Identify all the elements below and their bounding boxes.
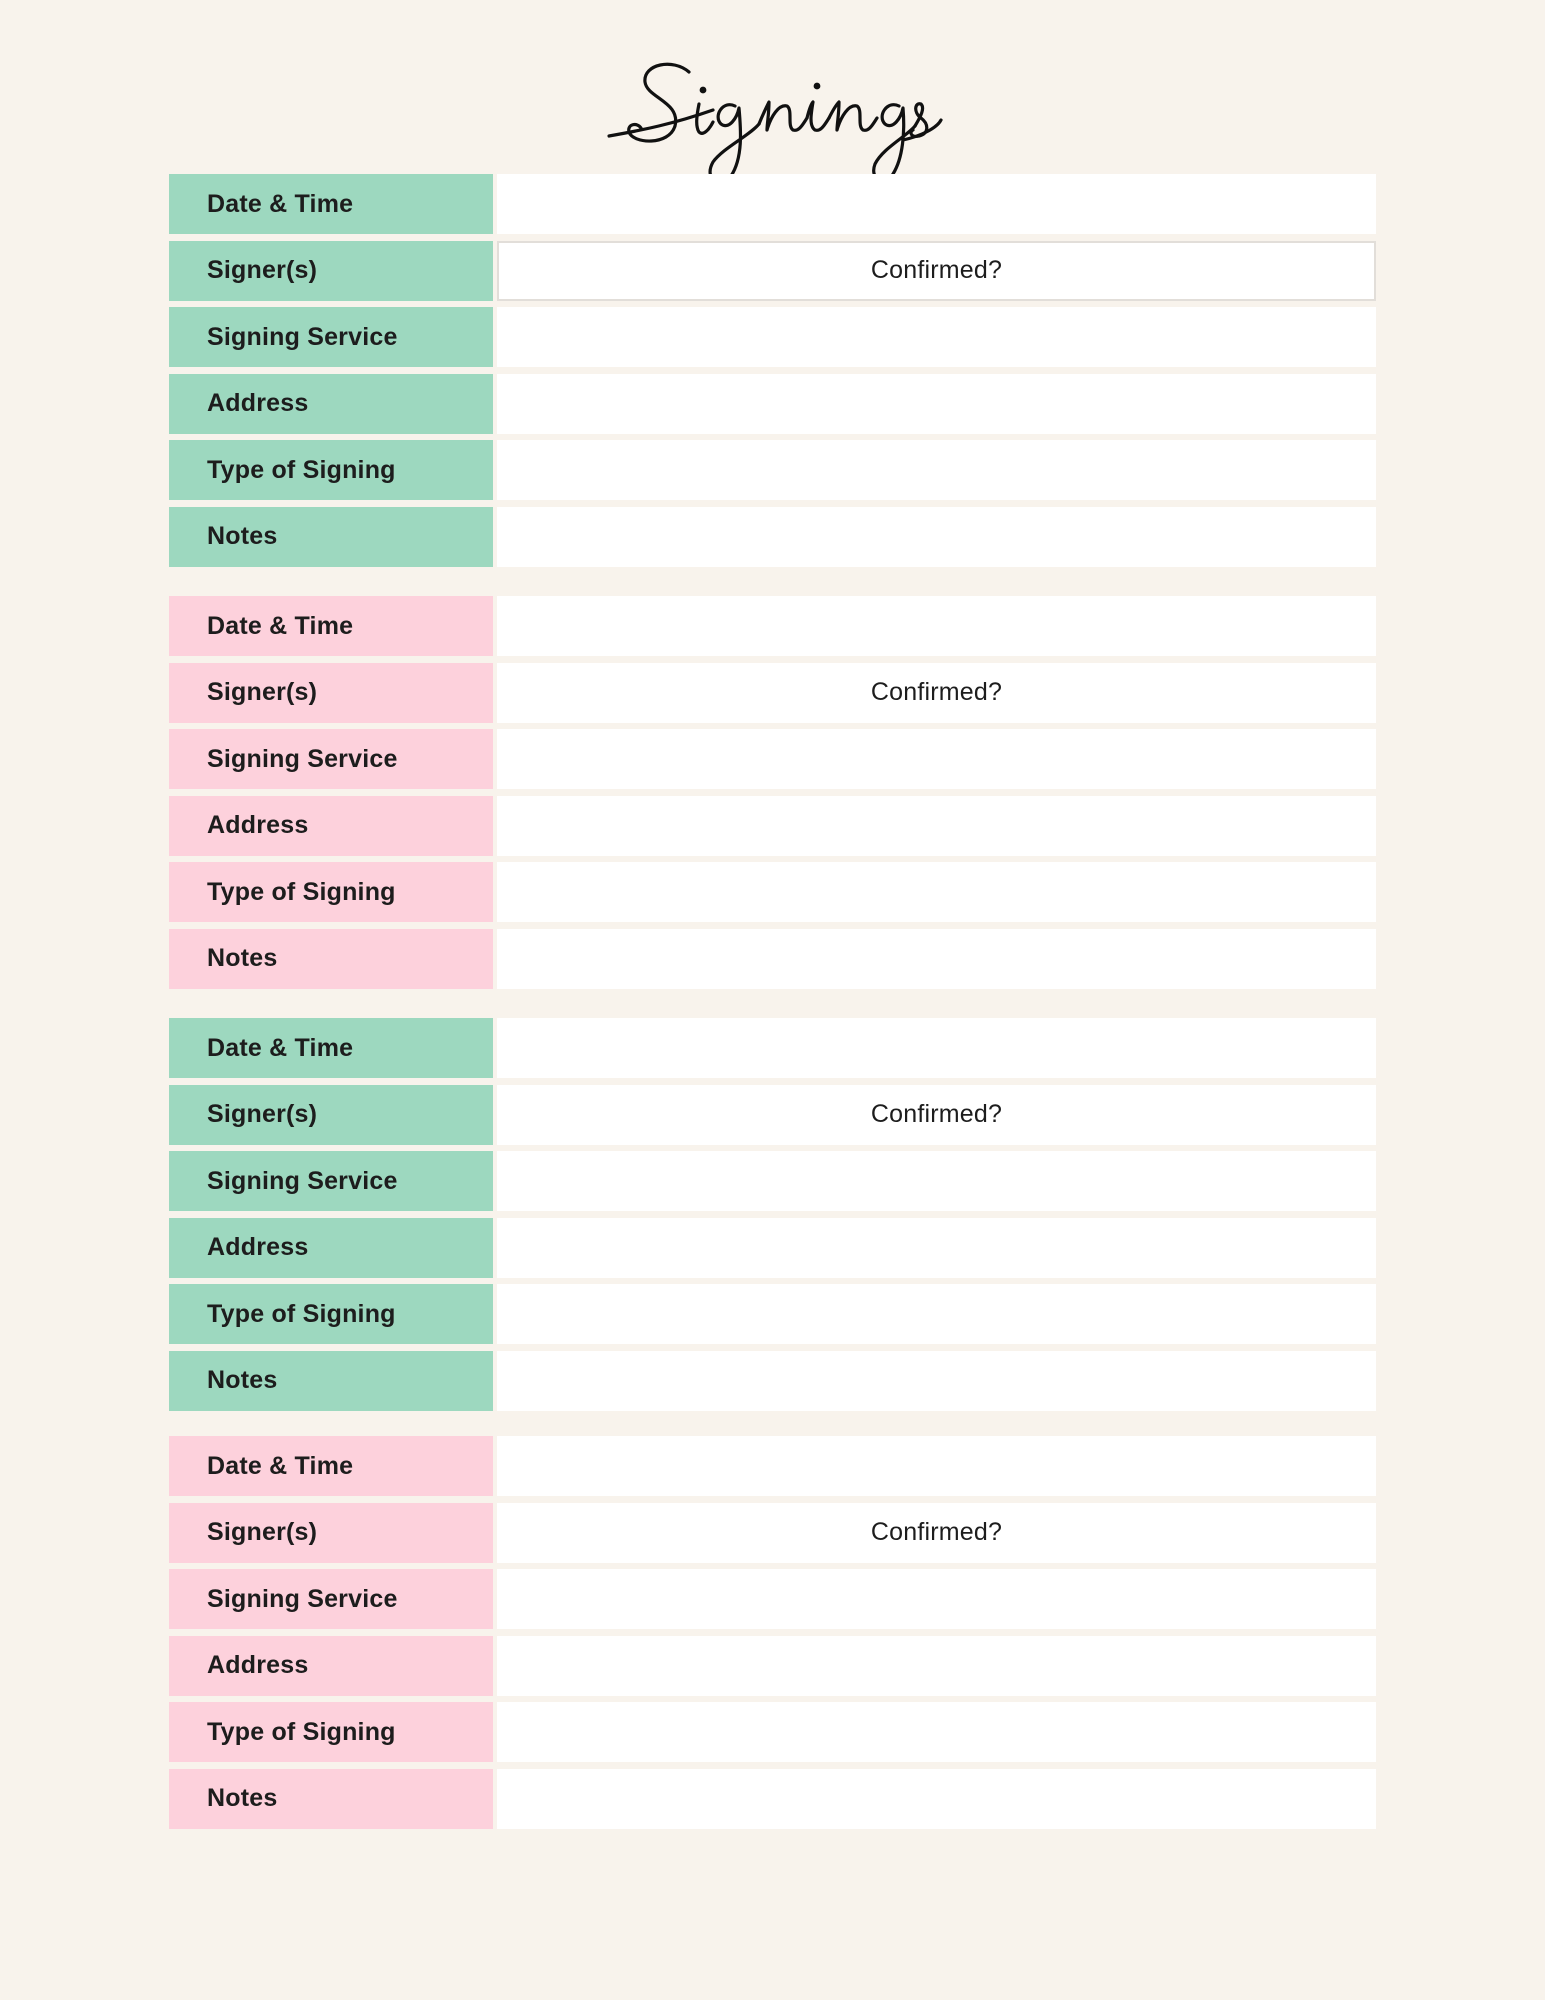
date-time-field[interactable] — [497, 174, 1376, 234]
row-date-time — [169, 1018, 1376, 1078]
label-signing-service: Signing Service — [169, 1569, 493, 1629]
type-of-signing-field[interactable] — [497, 862, 1376, 922]
signing-service-field[interactable] — [497, 1151, 1376, 1211]
label-date-time: Date & Time — [169, 1436, 493, 1496]
signers-field[interactable] — [497, 1503, 1376, 1563]
row-signers — [169, 663, 1376, 723]
type-of-signing-field[interactable] — [497, 1702, 1376, 1762]
row-date-time — [169, 174, 1376, 234]
label-type-of-signing: Type of Signing — [169, 440, 493, 500]
row-notes — [169, 929, 1376, 989]
label-address: Address — [169, 374, 493, 434]
notes-field[interactable] — [497, 507, 1376, 567]
notes-field[interactable] — [497, 1769, 1376, 1829]
row-type-of-signing — [169, 440, 1376, 500]
label-notes: Notes — [169, 507, 493, 567]
signing-block-2 — [169, 596, 1376, 989]
label-signers: Signer(s) — [169, 1085, 493, 1145]
type-of-signing-field[interactable] — [497, 440, 1376, 500]
address-field[interactable] — [497, 1218, 1376, 1278]
row-signers — [169, 241, 1376, 301]
row-type-of-signing — [169, 862, 1376, 922]
label-signers: Signer(s) — [169, 663, 493, 723]
row-address — [169, 796, 1376, 856]
label-date-time: Date & Time — [169, 174, 493, 234]
signing-block-4 — [169, 1436, 1376, 1829]
label-address: Address — [169, 1636, 493, 1696]
row-address — [169, 374, 1376, 434]
row-notes — [169, 1351, 1376, 1411]
label-signing-service: Signing Service — [169, 307, 493, 367]
address-field[interactable] — [497, 374, 1376, 434]
label-signers: Signer(s) — [169, 241, 493, 301]
label-date-time: Date & Time — [169, 596, 493, 656]
label-address: Address — [169, 1218, 493, 1278]
label-date-time: Date & Time — [169, 1018, 493, 1078]
label-notes: Notes — [169, 1769, 493, 1829]
row-date-time — [169, 596, 1376, 656]
row-address — [169, 1636, 1376, 1696]
row-type-of-signing — [169, 1702, 1376, 1762]
date-time-field[interactable] — [497, 1018, 1376, 1078]
label-notes: Notes — [169, 1351, 493, 1411]
label-signers: Signer(s) — [169, 1503, 493, 1563]
address-field[interactable] — [497, 1636, 1376, 1696]
confirmed-label: Confirmed? — [870, 1518, 1003, 1546]
signers-field[interactable] — [497, 241, 1376, 301]
label-signing-service: Signing Service — [169, 1151, 493, 1211]
signing-service-field[interactable] — [497, 307, 1376, 367]
row-notes — [169, 507, 1376, 567]
row-signing-service — [169, 1569, 1376, 1629]
signers-field[interactable] — [497, 663, 1376, 723]
row-address — [169, 1218, 1376, 1278]
row-signers — [169, 1503, 1376, 1563]
type-of-signing-field[interactable] — [497, 1284, 1376, 1344]
label-type-of-signing: Type of Signing — [169, 862, 493, 922]
date-time-field[interactable] — [497, 1436, 1376, 1496]
address-field[interactable] — [497, 796, 1376, 856]
confirmed-label: Confirmed? — [870, 256, 1003, 284]
signing-service-field[interactable] — [497, 1569, 1376, 1629]
row-date-time — [169, 1436, 1376, 1496]
signing-block-3 — [169, 1018, 1376, 1411]
signing-block-1 — [169, 174, 1376, 567]
notes-field[interactable] — [497, 929, 1376, 989]
row-signing-service — [169, 729, 1376, 789]
row-signers — [169, 1085, 1376, 1145]
confirmed-label: Confirmed? — [870, 678, 1003, 706]
signings-script-logo — [603, 40, 943, 190]
label-type-of-signing: Type of Signing — [169, 1702, 493, 1762]
label-signing-service: Signing Service — [169, 729, 493, 789]
label-address: Address — [169, 796, 493, 856]
label-type-of-signing: Type of Signing — [169, 1284, 493, 1344]
notes-field[interactable] — [497, 1351, 1376, 1411]
signing-service-field[interactable] — [497, 729, 1376, 789]
row-type-of-signing — [169, 1284, 1376, 1344]
row-signing-service — [169, 307, 1376, 367]
confirmed-label: Confirmed? — [870, 1100, 1003, 1128]
row-signing-service — [169, 1151, 1376, 1211]
row-notes — [169, 1769, 1376, 1829]
label-notes: Notes — [169, 929, 493, 989]
date-time-field[interactable] — [497, 596, 1376, 656]
signers-field[interactable] — [497, 1085, 1376, 1145]
